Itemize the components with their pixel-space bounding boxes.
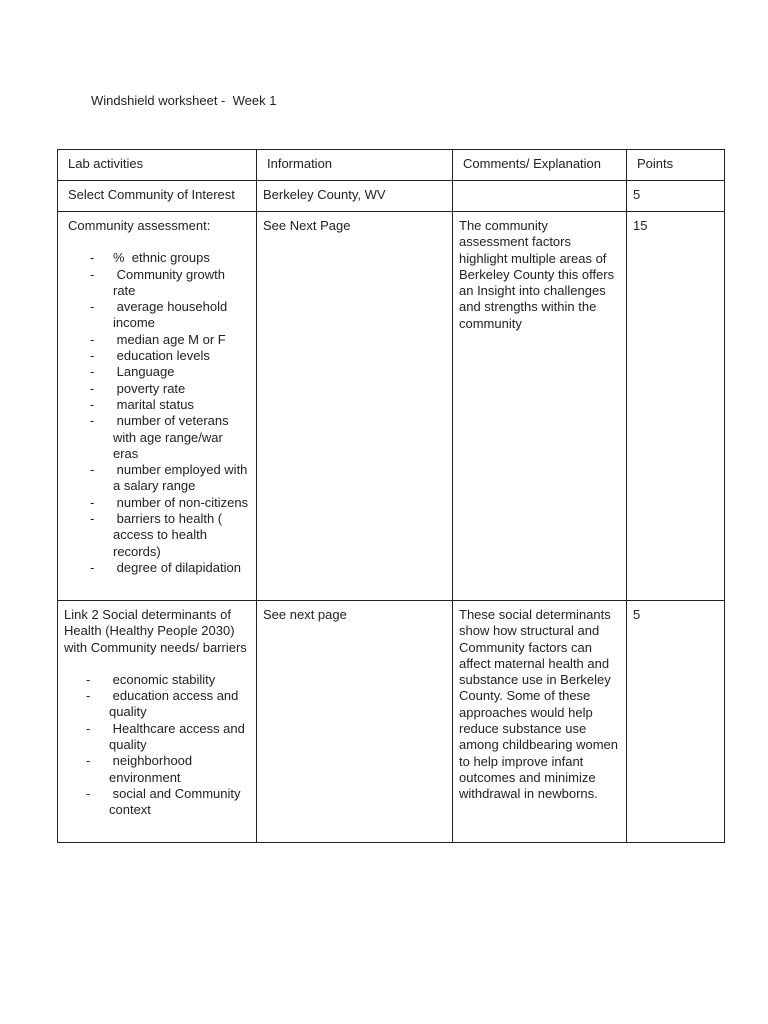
list-item: - education access and quality [64,688,250,721]
activity-heading: Link 2 Social determinants of Health (Healthy People 2030) with Community needs/ barriers [64,607,247,655]
list-item: - median age M or F [68,332,250,348]
assessment-factor-list [68,250,250,576]
points-cell: 5 [627,181,725,212]
list-item: - number of veterans with age range/war eras [68,413,250,462]
comments-cell [453,181,627,212]
worksheet-table [57,149,725,843]
list-item: - economic stability [64,672,250,688]
activity-heading: Community assessment: [68,218,211,233]
comments-cell: These social determinants show how structural and Community factors can affect maternal health and substance use in Berkeley County. Some of these approaches would help reduce substance use among childbearing women to help improve infant outcomes and minimize withdrawal in newborns. [453,601,627,843]
header-points: Points [627,150,725,181]
list-item: - % ethnic groups [68,250,250,266]
list-item: - barriers to health ( access to health records) [68,511,250,560]
comments-cell: The community assessment factors highlight multiple areas of Berkeley County this offers an Insight into challenges and strengths within the community [453,212,627,601]
list-item: - Community growth rate [68,267,250,300]
activity-cell: Select Community of Interest [58,181,257,212]
list-item: - average household income [68,299,250,332]
table-row [58,181,725,212]
table-row [58,212,725,601]
header-comments: Comments/ Explanation [453,150,627,181]
list-item: - Language [68,364,250,380]
determinants-list [64,672,250,819]
points-cell: 15 [627,212,725,601]
information-cell: See next page [257,601,453,843]
list-item: - education levels [68,348,250,364]
activity-cell [58,212,257,601]
document-title: Windshield worksheet - Week 1 [91,93,277,108]
list-item: - neighborhood environment [64,753,250,786]
table-row [58,601,725,843]
information-cell: See Next Page [257,212,453,601]
header-lab-activities: Lab activities [58,150,257,181]
list-item: - social and Community context [64,786,250,819]
list-item: - Healthcare access and quality [64,721,250,754]
list-item: - number of non-citizens [68,495,250,511]
list-item: - poverty rate [68,381,250,397]
points-cell: 5 [627,601,725,843]
header-information: Information [257,150,453,181]
activity-cell [58,601,257,843]
list-item: - marital status [68,397,250,413]
list-item: - degree of dilapidation [68,560,250,576]
table-header-row [58,150,725,181]
information-cell: Berkeley County, WV [257,181,453,212]
list-item: - number employed with a salary range [68,462,250,495]
